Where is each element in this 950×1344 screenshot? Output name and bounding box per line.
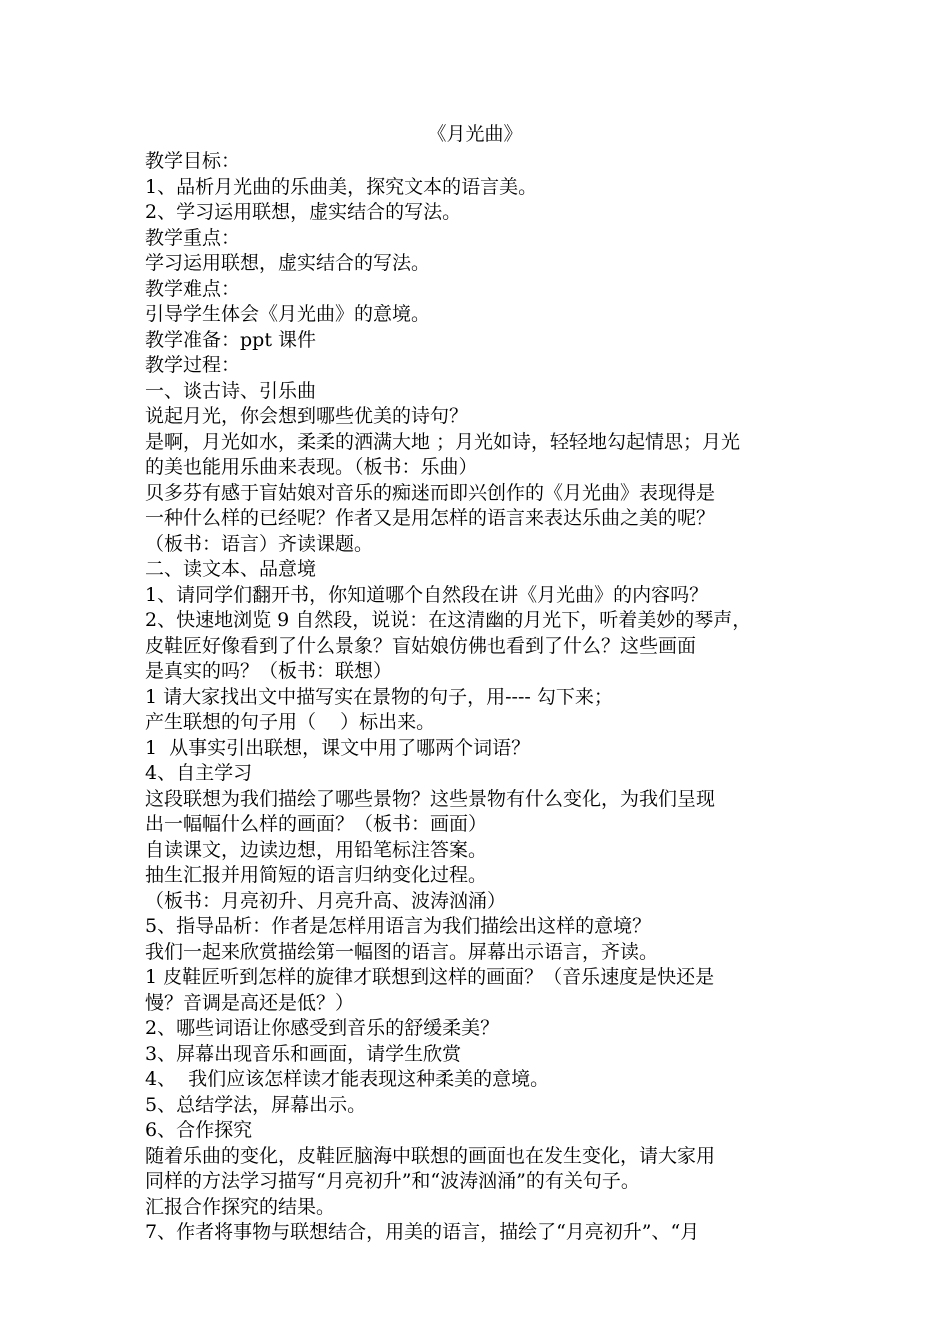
- text-line: 二、读文本、品意境: [145, 558, 317, 580]
- text-line: 1 皮鞋匠听到怎样的旋律才联想到这样的画面？（音乐速度是快还是: [145, 966, 715, 988]
- text-line: 2、学习运用联想，虚实结合的写法。: [145, 201, 462, 223]
- text-line: 随着乐曲的变化，皮鞋匠脑海中联想的画面也在发生变化，请大家用: [145, 1144, 716, 1167]
- text-line: 教学难点：: [145, 277, 241, 300]
- text-line: 5、指导品析：作者是怎样用语言为我们描绘出这样的意境？: [145, 915, 652, 937]
- text-line: 同样的方法学习描写“月亮初升”和“波涛汹涌”的有关句子。: [145, 1170, 640, 1192]
- text-line: 出一幅幅什么样的画面？（板书：画面）: [145, 813, 488, 835]
- document-body: [145, 149, 815, 1246]
- text-line: 6、合作探究: [145, 1119, 253, 1141]
- text-line: 4、 我们应该怎样读才能表现这种柔美的意境。: [145, 1068, 550, 1090]
- text-line: 1 从事实引出联想，课文中用了哪两个词语？: [145, 736, 531, 759]
- text-line: 是真实的吗？（板书：联想）: [145, 660, 393, 682]
- text-line: 教学准备：ppt 课件: [145, 328, 317, 351]
- text-line: （板书：语言）齐读课题。: [145, 532, 374, 555]
- text-line: 抽生汇报并用简短的语言归纳变化过程。: [145, 864, 488, 886]
- text-line: 教学目标：: [145, 150, 241, 172]
- text-line: 产生联想的句子用（ ）标出来。: [145, 711, 436, 733]
- text-line: 5、总结学法，屏幕出示。: [145, 1093, 367, 1116]
- text-line: 2、快速地浏览 9 自然段，说说：在这清幽的月光下，听着美妙的琴声，: [145, 609, 752, 631]
- text-line: 汇报合作探究的结果。: [145, 1195, 336, 1218]
- text-line: 7、作者将事物与联想结合，用美的语言，描绘了“月亮初升”、“月: [145, 1221, 700, 1243]
- text-line: 教学重点：: [145, 226, 241, 249]
- text-line: 一种什么样的已经呢？作者又是用怎样的语言来表达乐曲之美的呢？: [145, 507, 716, 529]
- text-line: 1 请大家找出文中描写实在景物的句子，用---- 勾下来；: [145, 685, 613, 708]
- text-line: 一、谈古诗、引乐曲: [145, 379, 317, 402]
- text-line: 1、品析月光曲的乐曲美，探究文本的语言美。: [145, 175, 538, 198]
- text-line: （板书：月亮初升、月亮升高、波涛汹涌）: [145, 889, 507, 912]
- text-line: 贝多芬有感于盲姑娘对音乐的痴迷而即兴创作的《月光曲》表现得是: [145, 481, 716, 504]
- text-line: 3、屏幕出现音乐和画面，请学生欣赏: [145, 1042, 462, 1065]
- text-line: 我们一起来欣赏描绘第一幅图的语言。屏幕出示语言，齐读。: [145, 940, 659, 963]
- text-line: 的美也能用乐曲来表现。（板书：乐曲）: [145, 456, 478, 478]
- text-line: 说起月光，你会想到哪些优美的诗句？: [145, 405, 469, 427]
- text-line: 引导学生体会《月光曲》的意境。: [145, 303, 431, 325]
- text-line: 4、自主学习: [145, 762, 253, 784]
- document-title: 《月光曲》: [427, 123, 523, 145]
- text-line: 慢？音调是高还是低？）: [145, 991, 355, 1014]
- text-line: 学习运用联想，虚实结合的写法。: [145, 252, 431, 274]
- text-line: 2、哪些词语让你感受到音乐的舒缓柔美？: [145, 1017, 500, 1039]
- text-line: 1、请同学们翻开书，你知道哪个自然段在讲《月光曲》的内容吗？: [145, 583, 709, 606]
- text-line: 这段联想为我们描绘了哪些景物？这些景物有什么变化，为我们呈现: [145, 787, 716, 810]
- text-line: 教学过程：: [145, 354, 241, 376]
- text-line: 自读课文，边读边想，用铅笔标注答案。: [145, 838, 488, 861]
- text-line: 是啊，月光如水，柔柔的洒满大地 ；月光如诗，轻轻地勾起情思；月光: [145, 430, 741, 453]
- text-line: 皮鞋匠好像看到了什么景象？盲姑娘仿佛也看到了什么？这些画面: [145, 634, 697, 657]
